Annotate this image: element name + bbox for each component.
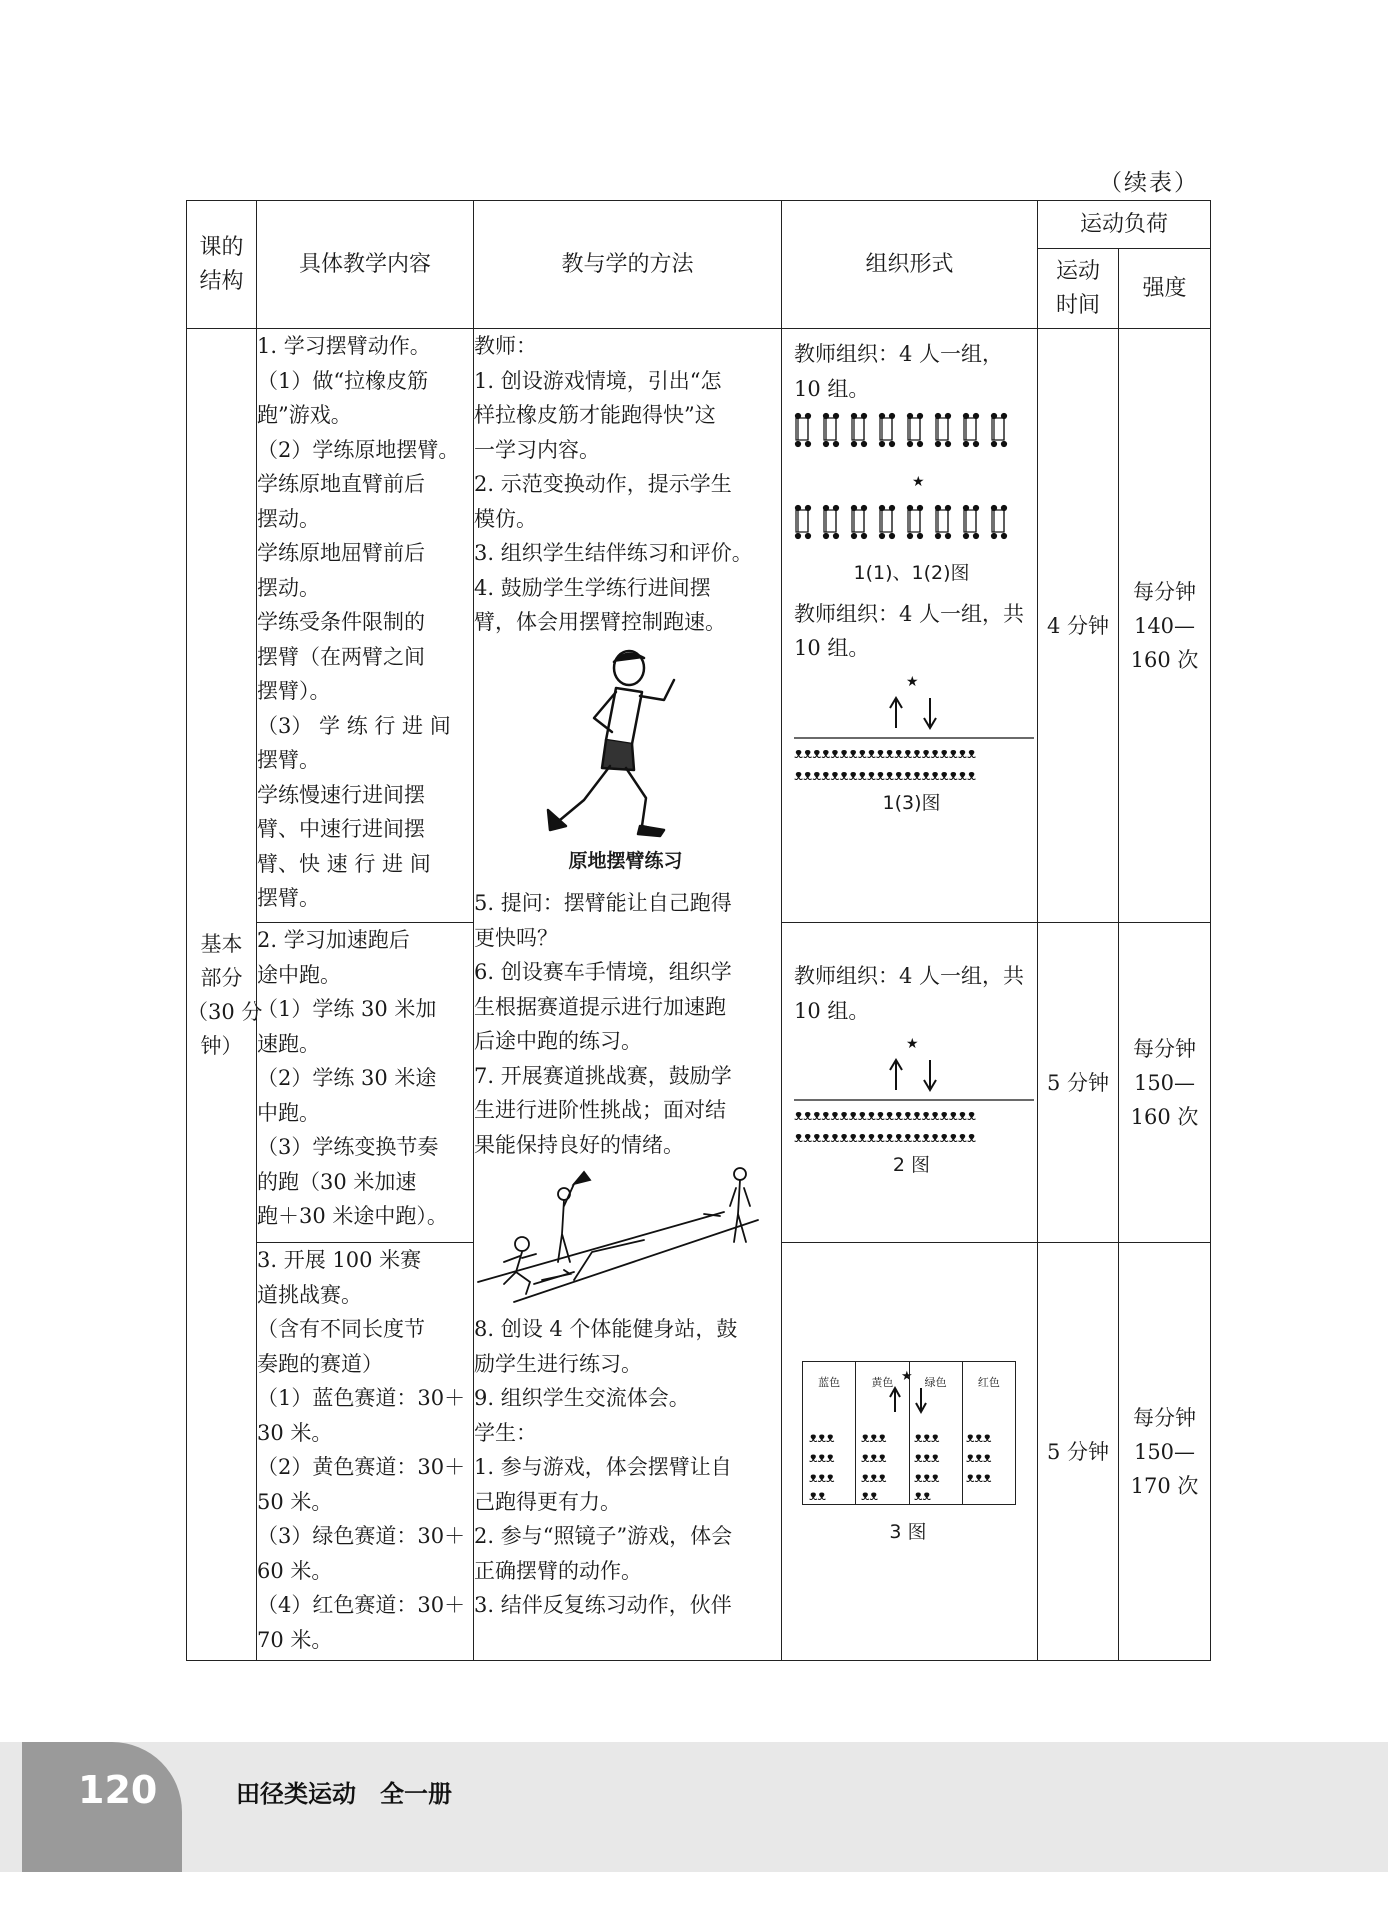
- lane-yellow: 黄色: [856, 1362, 909, 1504]
- load-time-3: 5 分钟: [1038, 1243, 1119, 1661]
- svg-text:ᴥᴥᴥ: ᴥᴥᴥ: [861, 1430, 887, 1446]
- organization-cell-2: 教师组织：4 人一组，共 10 组。 ★ ᴥᴥᴥᴥᴥᴥᴥᴥᴥᴥᴥᴥᴥᴥᴥᴥᴥᴥᴥᴥ ᴥᴥᴥᴥᴥᴥᴥᴥᴥᴥᴥᴥᴥᴥᴥᴥᴥᴥᴥᴥ 2 图: [782, 923, 1038, 1243]
- svg-text:ᴥᴥᴥ: ᴥᴥᴥ: [809, 1450, 835, 1466]
- lesson-plan-table: [186, 200, 1211, 1661]
- header-method: 教与学的方法: [474, 201, 782, 329]
- content-block-3: 3. 开展 100 米赛 道挑战赛。 （含有不同长度节 奏跑的赛道） （1）蓝色赛道：30＋ 30 米。 （2）黄色赛道：30＋ 50 米。 （3）绿色赛道：30＋ 60 米。 （4）红色赛道：30＋ 70 米。: [257, 1243, 474, 1661]
- svg-text:ᴥᴥᴥ: ᴥᴥᴥ: [966, 1470, 992, 1486]
- svg-text:ᴥᴥ: ᴥᴥ: [809, 1488, 826, 1504]
- figure-caption: 原地摆臂练习: [568, 849, 683, 872]
- organization-cell-1: 教师组织：4 人一组， 10 组。 ★ 1(1)、1(2)图 教师组织：4 人一组，共 10 组。 ★ ᴥᴥᴥᴥᴥᴥᴥᴥᴥᴥᴥᴥᴥᴥᴥᴥᴥᴥᴥᴥ ᴥᴥᴥᴥᴥᴥᴥᴥᴥᴥᴥᴥᴥᴥᴥᴥᴥᴥᴥᴥ 1(3)图: [782, 329, 1038, 923]
- svg-text:ᴥᴥᴥ: ᴥᴥᴥ: [809, 1430, 835, 1446]
- svg-text:ᴥᴥᴥ: ᴥᴥᴥ: [966, 1430, 992, 1446]
- svg-text:ᴥᴥᴥᴥᴥᴥᴥᴥᴥᴥᴥᴥᴥᴥᴥᴥᴥᴥᴥᴥ: ᴥᴥᴥᴥᴥᴥᴥᴥᴥᴥᴥᴥᴥᴥᴥᴥᴥᴥᴥᴥ: [794, 765, 977, 784]
- structure-cell: 基本 部分 （30 分 钟）: [187, 329, 257, 1661]
- diagram-caption-4: 3 图: [889, 1521, 927, 1543]
- diagram-caption-2: 1(3)图: [882, 791, 941, 814]
- load-intensity-2: 每分钟 150— 160 次: [1119, 923, 1211, 1243]
- page-number: 120: [78, 1768, 158, 1812]
- load-intensity-3: 每分钟 150— 170 次: [1119, 1243, 1211, 1661]
- arm-swing-runner-illustration: [474, 640, 764, 840]
- formation-diagram-1-1: [794, 406, 1034, 556]
- formation-diagram-2: [794, 1028, 1034, 1148]
- svg-text:ᴥᴥᴥ: ᴥᴥᴥ: [914, 1450, 940, 1466]
- svg-text:★: ★: [906, 1036, 919, 1052]
- svg-text:★: ★: [901, 1369, 913, 1384]
- header-organization: 组织形式: [782, 201, 1038, 329]
- svg-text:ᴥᴥᴥ: ᴥᴥᴥ: [861, 1450, 887, 1466]
- organization-cell-3: [782, 1243, 1038, 1661]
- svg-text:ᴥᴥᴥᴥᴥᴥᴥᴥᴥᴥᴥᴥᴥᴥᴥᴥᴥᴥᴥᴥ: ᴥᴥᴥᴥᴥᴥᴥᴥᴥᴥᴥᴥᴥᴥᴥᴥᴥᴥᴥᴥ: [794, 743, 977, 762]
- svg-text:ᴥᴥᴥ: ᴥᴥᴥ: [966, 1450, 992, 1466]
- header-content: 具体教学内容: [257, 201, 474, 329]
- svg-text:ᴥᴥᴥ: ᴥᴥᴥ: [914, 1430, 940, 1446]
- content-block-2: 2. 学习加速跑后 途中跑。 （1）学练 30 米加 速跑。 （2）学练 30 米途 中跑。 （3）学练变换节奏 的跑（30 米加速 跑＋30 米途中跑）。: [257, 923, 474, 1243]
- lane-red: 红色: [977, 1376, 1000, 1389]
- svg-text:ᴥᴥᴥ: ᴥᴥᴥ: [861, 1470, 887, 1486]
- load-time-1: 4 分钟: [1038, 329, 1119, 923]
- load-time-2: 5 分钟: [1038, 923, 1119, 1243]
- formation-diagram-1-3: [794, 666, 1034, 786]
- svg-text:★: ★: [906, 673, 919, 690]
- lane-blue: 蓝色: [803, 1362, 856, 1504]
- svg-text:★: ★: [912, 474, 925, 490]
- header-structure: 课的 结构: [187, 201, 257, 329]
- track-race-illustration: [474, 1162, 764, 1312]
- method-cell: 教师： 1. 创设游戏情境，引出“怎 样拉橡皮筋才能跑得快”这 一学习内容。 2. 示范变换动作，提示学生 模仿。 3. 组织学生结伴练习和评价。 4. 鼓励学生学练行进间摆 臂，体会用摆臂控制跑速。 原地摆臂练习 5. 提问：摆臂能让自己跑得 更快吗？ 6. 创设赛车手情境，组织学 生根据赛道提示进行加速跑 后途中跑的练习。 7. 开展赛道挑战赛，鼓励学 生进行进阶性挑战；面对结 果能保持良好的情绪。 8. 创设 4 个体能健身站，鼓 励学生进行练习。 9. 组织学生交流体会。 学生： 1. 参与游戏，体会摆臂让自 己跑得更有力。 2. 参与“照镜子”游戏，体会 正确摆臂的动作。 3. 结伴反复练习动作，伙伴: [474, 329, 782, 1661]
- svg-text:ᴥᴥ: ᴥᴥ: [914, 1488, 931, 1504]
- load-intensity-1: 每分钟 140— 160 次: [1119, 329, 1211, 923]
- svg-text:ᴥᴥᴥᴥᴥᴥᴥᴥᴥᴥᴥᴥᴥᴥᴥᴥᴥᴥᴥᴥ: ᴥᴥᴥᴥᴥᴥᴥᴥᴥᴥᴥᴥᴥᴥᴥᴥᴥᴥᴥᴥ: [794, 1128, 977, 1146]
- header-intensity: 强度: [1119, 249, 1211, 329]
- diagram-caption-3: 2 图: [892, 1154, 931, 1176]
- book-title: 田径类运动 全一册: [236, 1780, 452, 1808]
- svg-text:ᴥᴥᴥᴥᴥᴥᴥᴥᴥᴥᴥᴥᴥᴥᴥᴥᴥᴥᴥᴥ: ᴥᴥᴥᴥᴥᴥᴥᴥᴥᴥᴥᴥᴥᴥᴥᴥᴥᴥᴥᴥ: [794, 1106, 977, 1124]
- lane-diagram: [802, 1361, 1016, 1505]
- svg-text:ᴥᴥᴥ: ᴥᴥᴥ: [914, 1470, 940, 1486]
- continued-label: （续表）: [1099, 170, 1199, 196]
- content-block-1: 1. 学习摆臂动作。 （1）做“拉橡皮筋 跑”游戏。 （2）学练原地摆臂。 学练原地直臂前后 摆动。 学练原地屈臂前后 摆动。 学练受条件限制的 摆臂（在两臂之间 摆臂）。 （3） 学 练 行 进 间 摆臂。 学练慢速行进间摆 臂、中速行进间摆 臂、快 速 行 进 间 摆臂。: [257, 329, 474, 923]
- lane-markers: [803, 1362, 1015, 1504]
- svg-text:ᴥᴥ: ᴥᴥ: [861, 1488, 878, 1504]
- svg-text:ᴥᴥᴥ: ᴥᴥᴥ: [809, 1470, 835, 1486]
- diagram-caption-1: 1(1)、1(2)图: [853, 562, 970, 584]
- header-load: 运动负荷: [1038, 201, 1211, 249]
- header-time: 运动 时间: [1038, 249, 1119, 329]
- footer-bar: [0, 1742, 1388, 1872]
- lane-green: 绿色: [910, 1362, 963, 1504]
